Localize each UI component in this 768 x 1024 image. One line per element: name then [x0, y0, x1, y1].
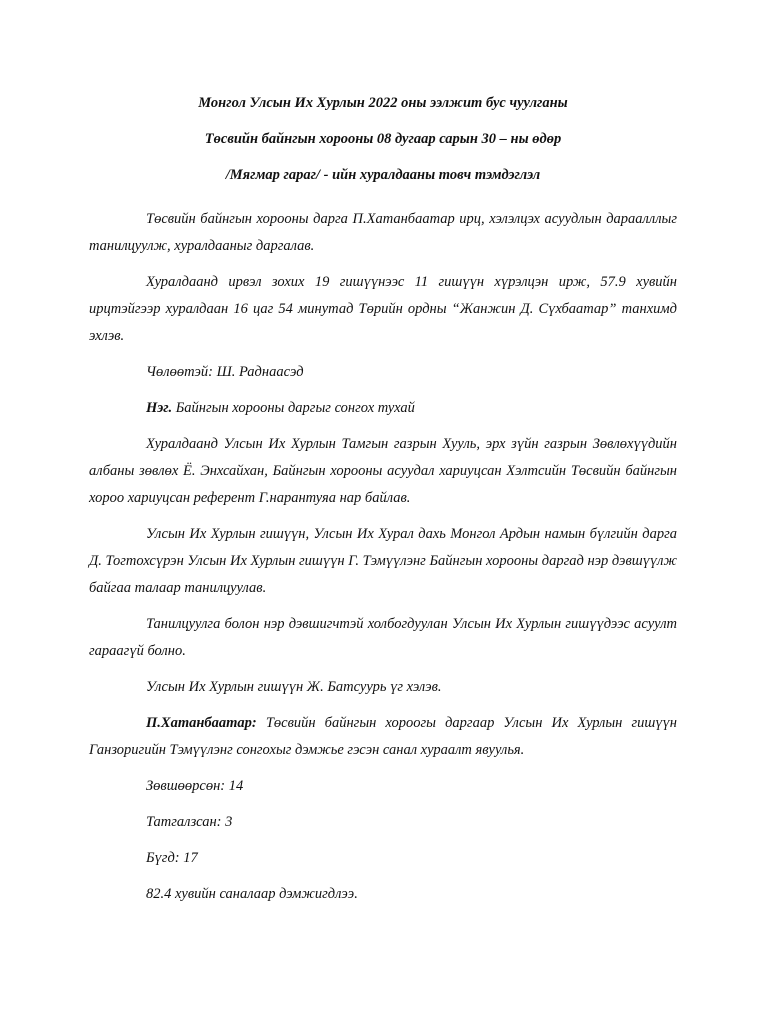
paragraph-attendance: Хуралдаанд ирвэл зохих 19 гишүүнээс 11 гишүүн хүрэлцэн ирж, 57.9 хувийн ирцтэйгээр хуралдаан 16 цаг 54 минутад Төрийн ордны “Жанжин Д. Сүхбаатар” танхимд эхлэв. [89, 274, 677, 344]
speaker-name: П.Хатанбаатар: [146, 715, 257, 731]
agenda-item-text: Байнгын хорооны даргыг сонгох тухай [172, 400, 415, 416]
paragraph-vote-call [89, 710, 677, 764]
paragraph-nomination: Улсын Их Хурлын гишүүн, Улсын Их Хурал дахь Монгол Ардын намын бүлгийн дарга Д. Тогтохсүрэн Улсын Их Хурлын гишүүн Г. Тэмүүлэнг Байнгын хорооны даргад нэр дэвшүүлж байгаа талаар танилцуулав. [89, 526, 677, 596]
paragraph-absent: Чөлөөтэй: Ш. Раднаасэд [146, 364, 304, 380]
vote-result: 82.4 хувийн саналаар дэмжигдлээ. [146, 886, 358, 902]
paragraph-chair-opening: Төсвийн байнгын хорооны дарга П.Хатанбаатар ирц, хэлэлцэх асуудлын дараалллыг танилцуулж, хуралдааныг даргалав. [89, 211, 677, 254]
document-title-line-1: Монгол Улсын Их Хурлын 2022 оны ээлжит бус чуулганы [198, 95, 568, 111]
paragraph-attendees: Хуралдаанд Улсын Их Хурлын Тамгын газрын Хууль, эрх зүйн газрын Зөвлөхүүдийн албаны зөвлөх Ё. Энхсайхан, Байнгын хорооны асуудал хариуцсан Хэлтсийн Төсвийн байнгын хороо хариуцсан референт Г.нарантуяа нар байлав. [89, 436, 677, 506]
document-title-line-3: /Мягмар гараг/ - ийн хуралдааны товч тэмдэглэл [225, 167, 541, 183]
document-title-line-2: Төсвийн байнгын хорооны 08 дугаар сарын 30 – ны өдөр [204, 131, 562, 147]
vote-call-text: Төсвийн байнгын хороогы даргаар Улсын Их Хурлын гишүүн Ганзоригийн Тэмүүлэнг сонгохыг дэмжье гэсэн санал хураалт явуулья. [89, 715, 677, 758]
agenda-item-number: Нэг. [146, 400, 173, 416]
vote-yes: Зөвшөөрсөн: 14 [146, 778, 244, 794]
paragraph-no-questions: Танилцуулга болон нэр дэвшигчтэй холбогдуулан Улсын Их Хурлын гишүүдээс асуулт гараагүй болно. [89, 616, 677, 659]
document-page [89, 88, 677, 908]
paragraph-speech: Улсын Их Хурлын гишүүн Ж. Батсуурь үг хэлэв. [146, 679, 442, 695]
paragraph-agenda-item [89, 395, 677, 422]
vote-no: Татгалзсан: 3 [146, 814, 233, 830]
vote-total: Бүгд: 17 [146, 850, 198, 866]
